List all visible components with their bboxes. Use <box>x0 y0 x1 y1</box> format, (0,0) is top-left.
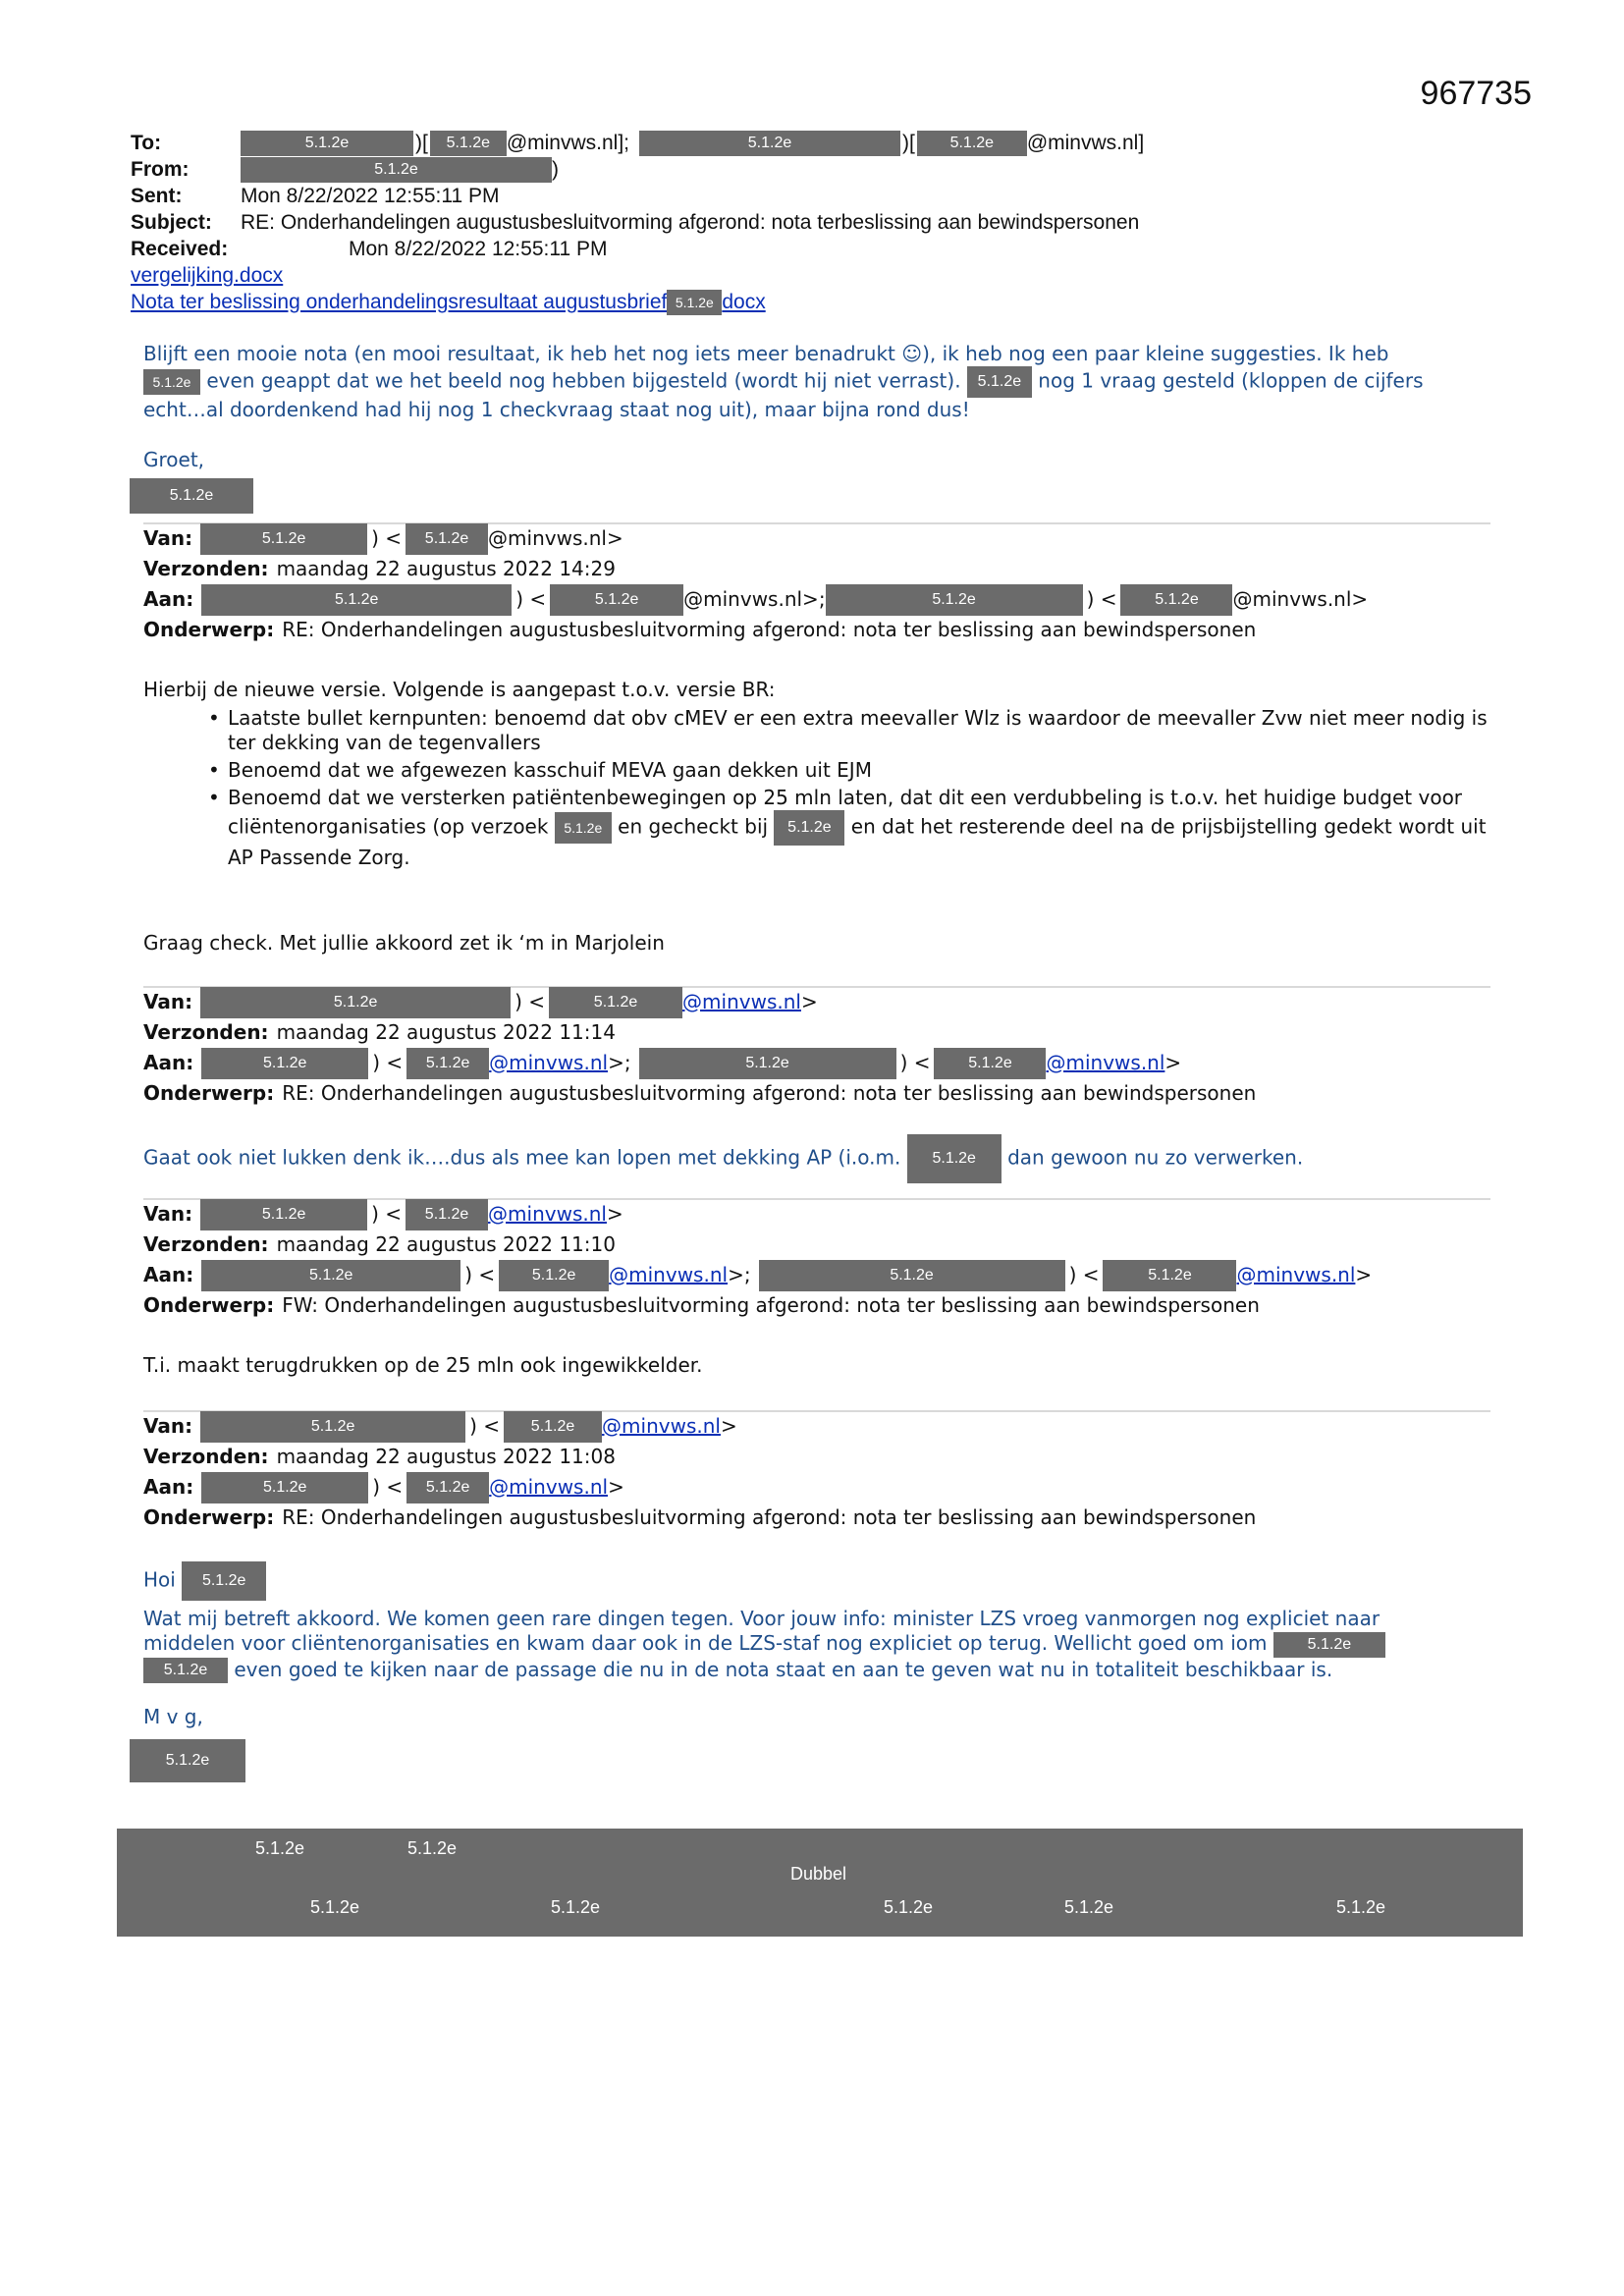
redaction: 5.1.2e <box>200 1411 465 1443</box>
change-list <box>206 706 1489 870</box>
text-line: 5.1.2e even geappt dat we het beeld nog hebben bijgesteld (wordt hij niet verrast). 5.1.2e nog 1 vraag gesteld (kloppen de cijfers <box>143 366 1489 398</box>
redaction: 5.1.2e <box>934 1048 1046 1079</box>
redaction: 5.1.2e <box>200 523 367 555</box>
redaction: 5.1.2e <box>826 584 1083 616</box>
redaction: 5.1.2e <box>241 157 552 183</box>
redaction: 5.1.2e <box>1273 1632 1385 1658</box>
redaction: 5.1.2e <box>182 1561 266 1601</box>
redaction: 5.1.2e <box>406 1048 489 1079</box>
email-header <box>131 130 1505 315</box>
sent-label: Sent: <box>131 185 183 207</box>
to-row: To: 5.1.2e )[ 5.1.2e @minvws.nl]; 5.1.2e )[ 5.1.2e @minvws.nl] <box>131 132 1145 154</box>
redaction-code: 5.1.2e <box>551 1897 601 1917</box>
to-domain-1: @minvws.nl]; <box>506 132 629 154</box>
text-line: echt…al doordenkend had hij nog 1 checkvraag staat nog uit), maar bijna rond dus! <box>143 398 970 421</box>
redaction: 5.1.2e <box>549 987 682 1018</box>
sent-value: Mon 8/22/2022 12:55:11 PM <box>241 185 500 207</box>
verzonden-row: Verzonden: maandag 22 augustus 2022 11:14 <box>143 1020 616 1044</box>
message-5-header <box>143 1411 1489 1533</box>
redaction: 5.1.2e <box>917 131 1027 156</box>
van-row: Van: 5.1.2e ) < 5.1.2e @minvws.nl > <box>143 1411 1489 1442</box>
from-close: ) <box>552 158 559 181</box>
redaction: 5.1.2e <box>406 1199 488 1230</box>
redaction: 5.1.2e <box>130 478 253 514</box>
text-line: Wat mij betreft akkoord. We komen geen rare dingen tegen. Voor jouw info: minister LZS vroeg vanmorgen nog expliciet naar <box>143 1607 1380 1630</box>
onderwerp-row: Onderwerp: RE: Onderhandelingen augustusbesluitvorming afgerond: nota ter beslissing aan bewindspersonen <box>143 1505 1257 1529</box>
redaction: 5.1.2e <box>201 584 512 616</box>
document-id: 967735 <box>1420 75 1532 112</box>
received-row <box>131 236 1505 262</box>
greeting-line: Hoi 5.1.2e <box>143 1561 1489 1601</box>
received-label: Received: <box>131 238 229 260</box>
message-3-header <box>143 987 1489 1109</box>
redaction: 5.1.2e <box>200 1199 367 1230</box>
redaction: 5.1.2e <box>499 1260 609 1291</box>
van-row: Van: 5.1.2e ) < 5.1.2e @minvws.nl > <box>143 987 1489 1017</box>
redaction: 5.1.2e <box>406 1472 489 1503</box>
verzonden-row: Verzonden: maandag 22 augustus 2022 11:08 <box>143 1445 616 1468</box>
attachment-link[interactable]: Nota ter beslissing onderhandelingsresultaat augustusbrief 5.1.2e docx <box>131 289 766 315</box>
redaction: 5.1.2e <box>430 131 507 156</box>
redaction: 5.1.2e <box>759 1260 1065 1291</box>
onderwerp-row: Onderwerp: RE: Onderhandelingen augustusbesluitvorming afgerond: nota ter beslissing aan bewindspersonen <box>143 1081 1257 1105</box>
attachment-row-1 <box>131 262 1505 289</box>
redaction-code: 5.1.2e <box>310 1897 360 1917</box>
redaction-code: 5.1.2e <box>1064 1897 1114 1917</box>
redaction: 5.1.2e <box>201 1472 368 1503</box>
message-5-body <box>143 1561 1489 1782</box>
message-4-body: T.i. maakt terugdrukken op de 25 mln ook ingewikkelder. <box>143 1353 703 1377</box>
attachment-link[interactable]: vergelijking.docx <box>131 264 284 287</box>
redaction: 5.1.2e <box>130 1739 245 1782</box>
redaction: 5.1.2e <box>555 812 612 844</box>
redaction: 5.1.2e <box>241 131 413 156</box>
to-label: To: <box>131 132 162 154</box>
aan-row: Aan: 5.1.2e ) < 5.1.2e @minvws.nl >; 5.1.2e ) < 5.1.2e @minvws.nl > <box>143 1048 1489 1078</box>
redaction: 5.1.2e <box>201 1260 460 1291</box>
signoff: M v g, <box>143 1705 203 1728</box>
list-item: • Benoemd dat we afgewezen kasschuif MEVA gaan dekken uit EJM <box>206 758 1489 783</box>
redaction-code: 5.1.2e <box>407 1838 458 1858</box>
redaction: 5.1.2e <box>143 369 200 395</box>
verzonden-row: Verzonden: maandag 22 augustus 2022 14:29 <box>143 557 616 580</box>
van-row: Van: 5.1.2e ) < 5.1.2e @minvws.nl > <box>143 1199 1489 1230</box>
redaction: 5.1.2e <box>406 523 488 555</box>
aan-row: Aan: 5.1.2e ) < 5.1.2e @minvws.nl>; 5.1.2e ) < 5.1.2e @minvws.nl> <box>143 584 1489 615</box>
list-item: • Benoemd dat we versterken patiëntenbewegingen op 25 mln laten, dat dit een verdubbeling is t.o.v. het huidige budget voor cliëntenorganisaties (op verzoek 5.1.2e en gecheckt bij 5.1.2e en dat het resterende deel na de prijsbijstelling gedekt wordt uit AP Passende Zorg. <box>206 786 1489 870</box>
aan-row: Aan: 5.1.2e ) < 5.1.2e @minvws.nl >; 5.1.2e ) < 5.1.2e @minvws.nl > <box>143 1260 1489 1290</box>
aan-row: Aan: 5.1.2e ) < 5.1.2e @minvws.nl > <box>143 1472 1489 1503</box>
sent-row <box>131 183 1505 209</box>
footer-label: Dubbel <box>790 1864 847 1884</box>
redaction: 5.1.2e <box>1120 584 1232 616</box>
redaction: 5.1.2e <box>774 810 844 846</box>
intro: Hierbij de nieuwe versie. Volgende is aangepast t.o.v. versie BR: <box>143 678 776 701</box>
from-label: From: <box>131 158 189 181</box>
van-row: Van: 5.1.2e ) < 5.1.2e @minvws.nl> <box>143 523 1489 554</box>
verzonden-row: Verzonden: maandag 22 augustus 2022 11:10 <box>143 1232 616 1256</box>
onderwerp-row: Onderwerp: FW: Onderhandelingen augustusbesluitvorming afgerond: nota ter beslissing aan bewindspersonen <box>143 1293 1260 1317</box>
to-domain-2: @minvws.nl] <box>1026 132 1145 154</box>
redaction: 5.1.2e <box>907 1134 1001 1183</box>
subject-label: Subject: <box>131 211 212 234</box>
redaction: 5.1.2e <box>1103 1260 1236 1291</box>
message-2-closing: Graag check. Met jullie akkoord zet ik ‘m in Marjolein <box>143 931 665 955</box>
list-item: • Laatste bullet kernpunten: benoemd dat obv cMEV er een extra meevaller Wlz is waardoor de meevaller Zvw niet meer nodig is ter dekking van de tegenvallers <box>206 706 1489 755</box>
text-line: Blijft een mooie nota (en mooi resultaat, ik heb het nog iets meer benadrukt ☺), ik heb nog een paar kleine suggesties. Ik heb <box>143 342 1389 365</box>
redaction: 5.1.2e <box>639 1048 896 1079</box>
redaction: 5.1.2e <box>967 366 1032 398</box>
redaction: 5.1.2e <box>550 584 683 616</box>
subject-value: RE: Onderhandelingen augustusbesluitvorming afgerond: nota terbeslissing aan bewindspersonen <box>241 211 1140 234</box>
redaction-code: 5.1.2e <box>1336 1897 1386 1917</box>
redaction-code: 5.1.2e <box>884 1897 934 1917</box>
redaction: 5.1.2e <box>143 1658 228 1683</box>
message-4-header <box>143 1199 1489 1321</box>
message-2-body <box>143 678 1489 873</box>
message-1-body <box>143 342 1489 514</box>
greeting: Groet, <box>143 448 205 471</box>
redaction-code: 5.1.2e <box>255 1838 305 1858</box>
text-line: 5.1.2e even goed te kijken naar de passage die nu in de nota staat en aan te geven wat nu in totaliteit beschikbaar is. <box>143 1658 1489 1684</box>
redaction: 5.1.2e <box>639 131 900 156</box>
from-row <box>131 156 1505 183</box>
redaction: 5.1.2e <box>200 987 511 1018</box>
onderwerp-row: Onderwerp: RE: Onderhandelingen augustusbesluitvorming afgerond: nota ter beslissing aan bewindspersonen <box>143 618 1257 641</box>
message-2-header <box>143 523 1489 645</box>
redaction: 5.1.2e <box>667 290 722 315</box>
attachment-row-2 <box>131 289 1505 315</box>
subject-row <box>131 209 1505 236</box>
redaction: 5.1.2e <box>504 1411 602 1443</box>
footer-redaction-bar <box>117 1829 1523 1937</box>
received-value: Mon 8/22/2022 12:55:11 PM <box>349 238 608 260</box>
text-line: middelen voor cliëntenorganisaties en kwam daar ook in de LZS-staf nog expliciet op terug. Wellicht goed om iom 5.1.2e <box>143 1631 1489 1658</box>
redaction: 5.1.2e <box>201 1048 368 1079</box>
message-3-body: Gaat ook niet lukken denk ik….dus als mee kan lopen met dekking AP (i.o.m. 5.1.2e dan gewoon nu zo verwerken. <box>143 1134 1489 1183</box>
